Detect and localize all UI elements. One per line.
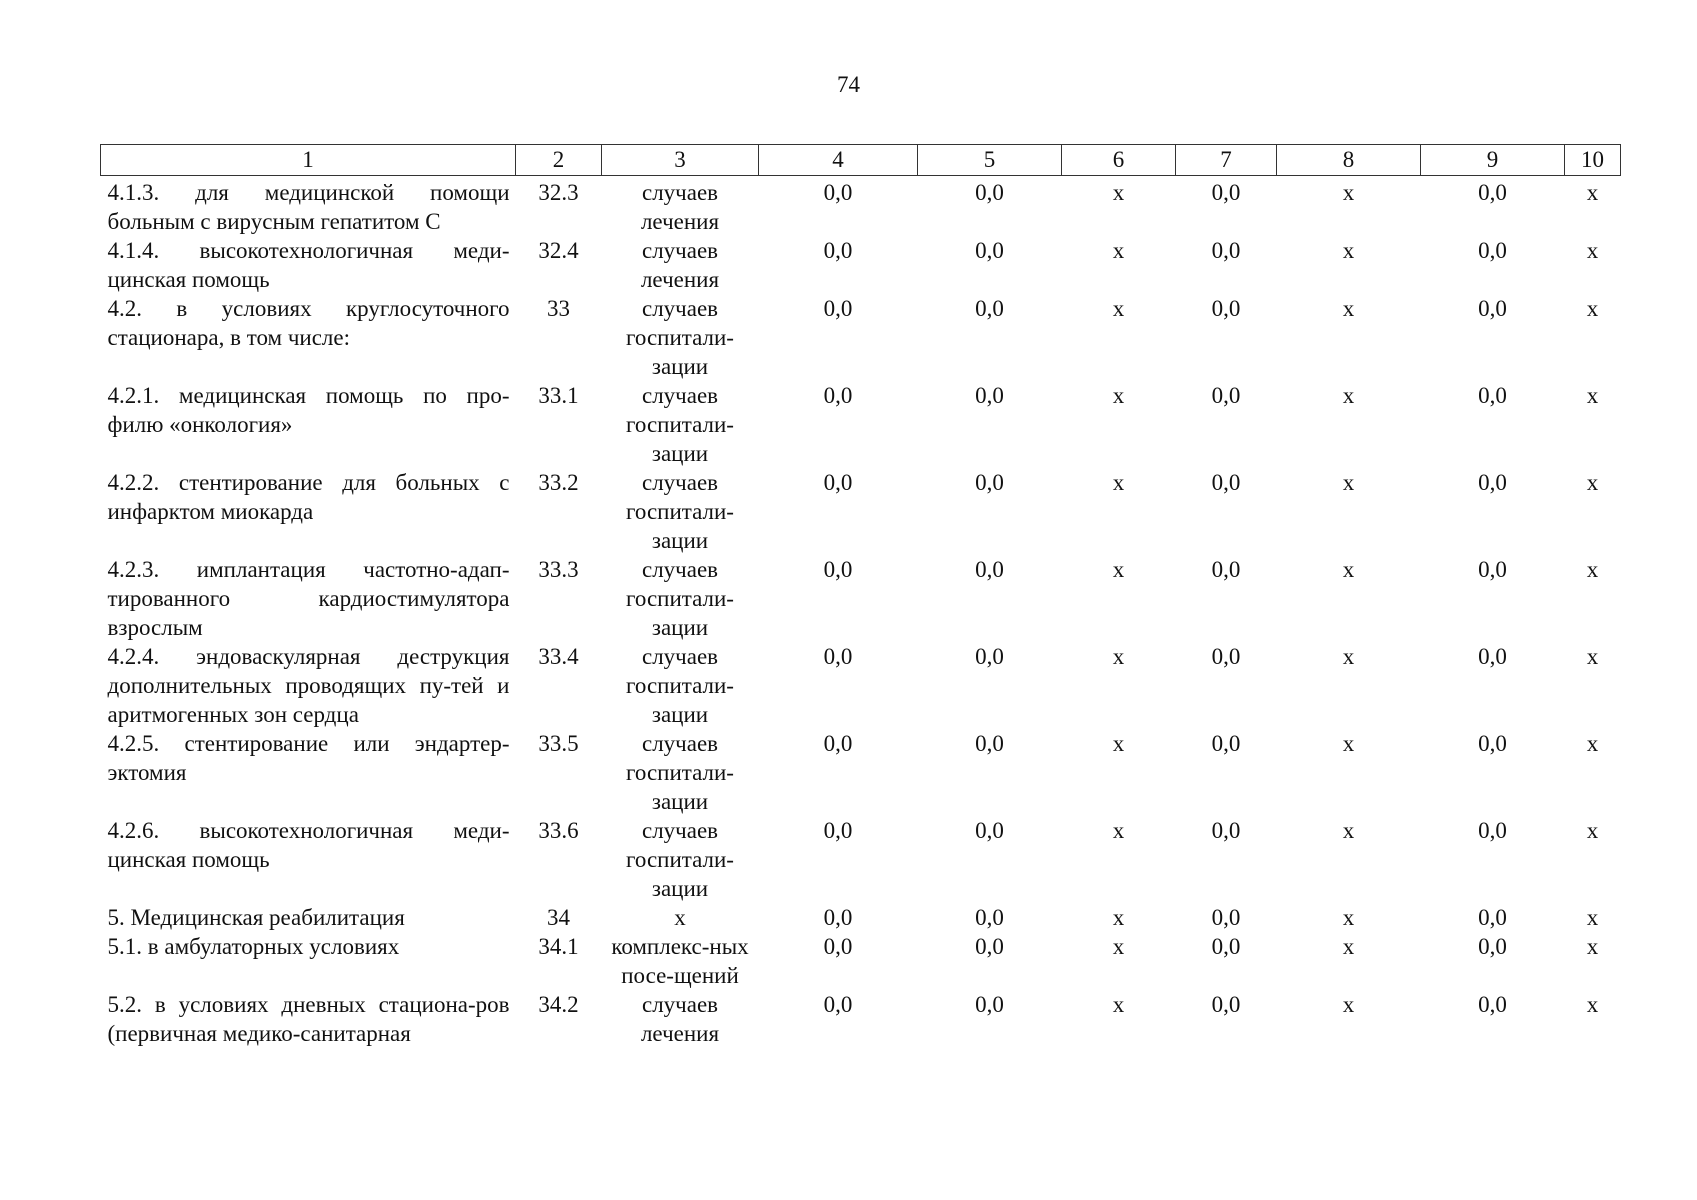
value-cell-4: 0,0 [823,557,853,582]
value-cell-6: х [1112,934,1125,959]
value-cell-10: х [1586,557,1599,582]
value-cell-6: х [1112,731,1125,756]
header-row [101,145,1621,176]
value-cell-9: 0,0 [1478,905,1507,930]
value-cell-7: 0,0 [1211,818,1241,843]
value-cell-10: х [1586,180,1599,205]
value-cell-6: х [1112,644,1125,669]
value-cell-9: 0,0 [1478,470,1507,495]
value-cell-7: 0,0 [1211,180,1241,205]
column-header-6: 6 [1062,145,1176,176]
value-cell-7: 0,0 [1211,905,1241,930]
value-cell-8: х [1342,644,1355,669]
row-code-cell: 32.4 [538,238,579,263]
value-cell-9: 0,0 [1478,180,1507,205]
value-cell-4: 0,0 [823,238,853,263]
column-header-3: 3 [602,145,759,176]
value-cell-9: 0,0 [1478,557,1507,582]
table-row [101,555,1621,642]
table-row [101,642,1621,729]
table-row [101,990,1621,1048]
value-cell-4: 0,0 [823,992,853,1017]
row-name-cell: 4.2.3. имплантация частотно-адап-тированного кардиостимулятора взрослым [107,557,510,640]
value-cell-10: х [1586,644,1599,669]
value-cell-6: х [1112,180,1125,205]
table-row [101,176,1621,237]
value-cell-6: х [1112,905,1125,930]
row-name-cell: 5.1. в амбулаторных условиях [107,934,400,959]
value-cell-6: х [1112,557,1125,582]
table-body [101,176,1621,1049]
table-row [101,932,1621,990]
value-cell-5: 0,0 [975,905,1004,930]
row-code-cell: 33.2 [538,470,579,495]
value-cell-8: х [1342,934,1355,959]
value-cell-9: 0,0 [1478,644,1507,669]
row-name-cell: 5. Медицинская реабилитация [107,905,405,930]
row-code-cell: 33.5 [538,731,579,756]
page-number: 74 [837,72,860,97]
value-cell-10: х [1586,296,1599,321]
value-cell-6: х [1112,470,1125,495]
value-cell-7: 0,0 [1211,644,1241,669]
unit-cell: комплекс-ных посе-щений [611,934,749,988]
column-header-1: 1 [101,145,516,176]
value-cell-4: 0,0 [823,818,853,843]
row-code-cell: 34 [547,905,570,930]
value-cell-8: х [1342,992,1355,1017]
value-cell-8: х [1342,557,1355,582]
value-cell-9: 0,0 [1478,818,1507,843]
row-code-cell: 34.2 [538,992,579,1017]
value-cell-10: х [1586,905,1599,930]
unit-cell: случаев госпитали-зации [626,383,734,466]
value-cell-4: 0,0 [823,383,853,408]
value-cell-5: 0,0 [975,992,1004,1017]
value-cell-4: 0,0 [823,731,853,756]
value-cell-10: х [1586,470,1599,495]
column-header-4: 4 [759,145,918,176]
value-cell-4: 0,0 [823,644,853,669]
row-name-cell: 4.2. в условиях круглосуточного стационара, в том числе: [107,296,510,350]
value-cell-4: 0,0 [823,905,853,930]
unit-cell: х [674,905,686,930]
table-row [101,816,1621,903]
data-table [100,144,1621,1048]
unit-cell: случаев госпитали-зации [626,296,734,379]
row-name-cell: 4.2.2. стентирование для больных с инфарктом миокарда [107,470,510,524]
value-cell-4: 0,0 [823,180,853,205]
table-row [101,294,1621,381]
table-row [101,236,1621,294]
unit-cell: случаев лечения [640,992,720,1046]
table-row [101,903,1621,932]
unit-cell: случаев госпитали-зации [626,731,734,814]
value-cell-10: х [1586,731,1599,756]
value-cell-7: 0,0 [1211,992,1241,1017]
value-cell-9: 0,0 [1478,296,1507,321]
value-cell-10: х [1586,992,1599,1017]
value-cell-10: х [1586,383,1599,408]
column-header-2: 2 [516,145,602,176]
unit-cell: случаев лечения [640,238,720,292]
value-cell-7: 0,0 [1211,238,1241,263]
table-row [101,729,1621,816]
value-cell-6: х [1112,238,1125,263]
row-code-cell: 34.1 [538,934,579,959]
unit-cell: случаев госпитали-зации [626,557,734,640]
value-cell-9: 0,0 [1478,238,1507,263]
row-name-cell: 5.2. в условиях дневных стациона-ров (первичная медико-санитарная [107,992,510,1046]
value-cell-5: 0,0 [975,296,1004,321]
value-cell-7: 0,0 [1211,731,1241,756]
row-name-cell: 4.2.4. эндоваскулярная деструкция дополнительных проводящих пу-тей и аритмогенных зон сердца [107,644,510,727]
unit-cell: случаев госпитали-зации [626,818,734,901]
value-cell-8: х [1342,470,1355,495]
row-code-cell: 33.6 [538,818,579,843]
value-cell-5: 0,0 [975,557,1004,582]
value-cell-8: х [1342,180,1355,205]
value-cell-4: 0,0 [823,296,853,321]
column-header-8: 8 [1277,145,1421,176]
value-cell-5: 0,0 [975,731,1004,756]
value-cell-5: 0,0 [975,818,1004,843]
value-cell-9: 0,0 [1478,731,1507,756]
row-name-cell: 4.2.1. медицинская помощь по про-филю «онкология» [107,383,510,437]
row-name-cell: 4.2.6. высокотехнологичная меди-цинская помощь [107,818,510,872]
column-header-9: 9 [1421,145,1565,176]
table-header [101,145,1621,176]
unit-cell: случаев госпитали-зации [626,470,734,553]
row-code-cell: 33 [547,296,570,321]
value-cell-6: х [1112,992,1125,1017]
table-row [101,381,1621,468]
row-code-cell: 33.3 [538,557,579,582]
value-cell-8: х [1342,818,1355,843]
value-cell-7: 0,0 [1211,557,1241,582]
value-cell-9: 0,0 [1478,383,1507,408]
value-cell-10: х [1586,818,1599,843]
value-cell-7: 0,0 [1211,383,1241,408]
value-cell-6: х [1112,818,1125,843]
value-cell-8: х [1342,296,1355,321]
value-cell-6: х [1112,383,1125,408]
row-name-cell: 4.1.4. высокотехнологичная меди-цинская помощь [107,238,510,292]
value-cell-8: х [1342,383,1355,408]
row-name-cell: 4.2.5. стентирование или эндартер-эктомия [107,731,510,785]
value-cell-6: х [1112,296,1125,321]
value-cell-9: 0,0 [1478,992,1507,1017]
value-cell-8: х [1342,238,1355,263]
row-code-cell: 33.1 [538,383,579,408]
value-cell-9: 0,0 [1478,934,1507,959]
column-header-10: 10 [1565,145,1621,176]
unit-cell: случаев госпитали-зации [626,644,734,727]
value-cell-10: х [1586,238,1599,263]
value-cell-5: 0,0 [975,644,1004,669]
row-name-cell: 4.1.3. для медицинской помощи больным с вирусным гепатитом С [107,180,510,234]
value-cell-7: 0,0 [1211,470,1241,495]
value-cell-5: 0,0 [975,180,1004,205]
value-cell-5: 0,0 [975,470,1004,495]
value-cell-5: 0,0 [975,383,1004,408]
column-header-5: 5 [918,145,1062,176]
table-row [101,468,1621,555]
value-cell-7: 0,0 [1211,934,1241,959]
unit-cell: случаев лечения [640,180,720,234]
value-cell-4: 0,0 [823,934,853,959]
value-cell-5: 0,0 [975,934,1004,959]
row-code-cell: 33.4 [538,644,579,669]
value-cell-10: х [1586,934,1599,959]
value-cell-7: 0,0 [1211,296,1241,321]
column-header-7: 7 [1176,145,1277,176]
row-code-cell: 32.3 [538,180,579,205]
value-cell-8: х [1342,731,1355,756]
value-cell-4: 0,0 [823,470,853,495]
value-cell-5: 0,0 [975,238,1004,263]
value-cell-8: х [1342,905,1355,930]
